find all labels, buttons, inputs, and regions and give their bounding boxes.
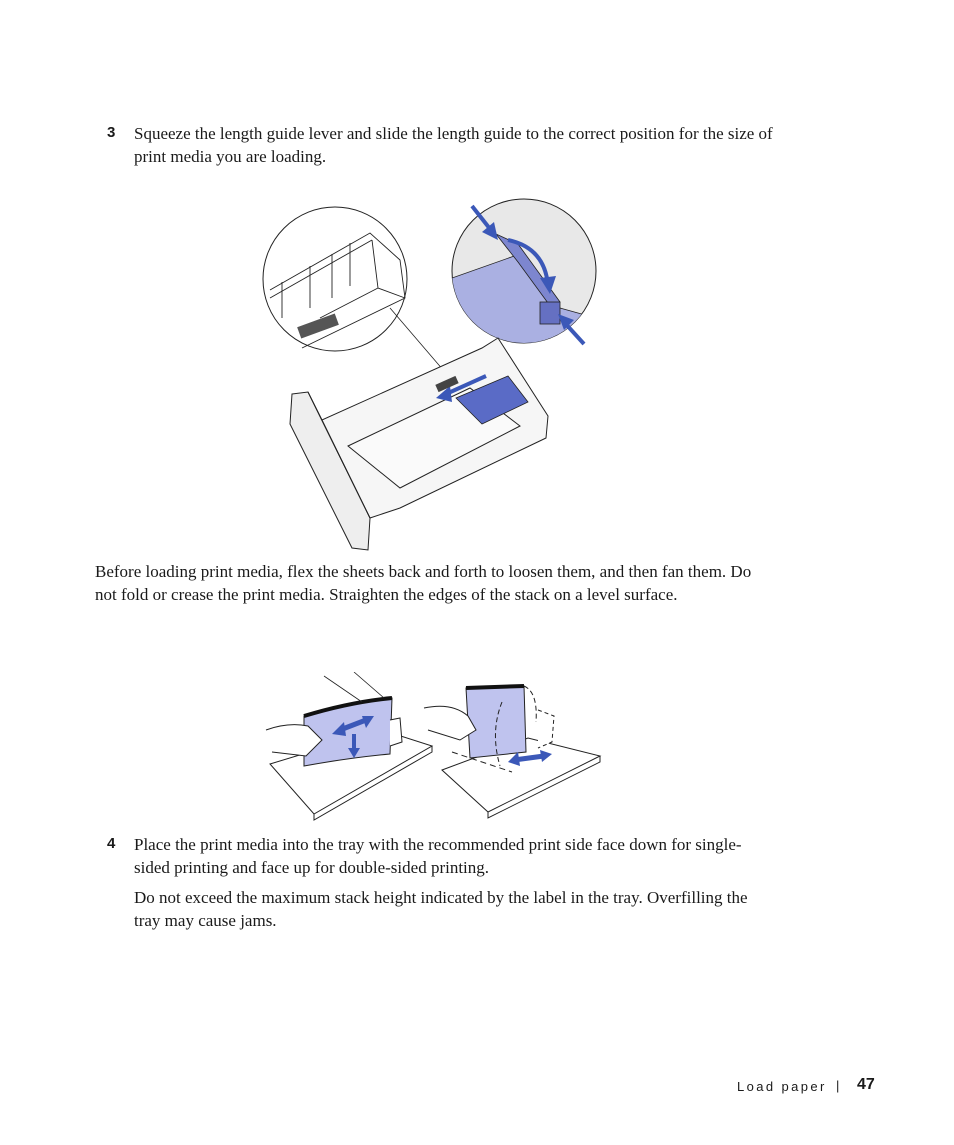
flex-sheets-paragraph: Before loading print media, flex the sheets back and forth to loosen them, and then fan them. Do not fold or crease the print media. Straighten the edges of the stack on a level surface. [95,562,752,604]
step-4-text: Place the print media into the tray with the recommended print side face down for single-sided printing and face up for double-sided printing. [134,835,742,877]
footer-separator: | [836,1078,840,1093]
step-number: 3 [107,124,116,141]
footer-section-title: Load paper [737,1079,827,1094]
tray-length-guide-illustration [260,198,600,554]
flex-paper-illustration [262,672,604,822]
page-footer [700,1076,880,1098]
page-number: 47 [857,1076,875,1093]
step-4-note: Do not exceed the maximum stack height indicated by the label in the tray. Overfilling the tray may cause jams. [134,888,748,930]
step-number: 4 [107,835,116,852]
step-3-text: Squeeze the length guide lever and slide the length guide to the correct position for the size of print media you are loading. [134,124,773,166]
